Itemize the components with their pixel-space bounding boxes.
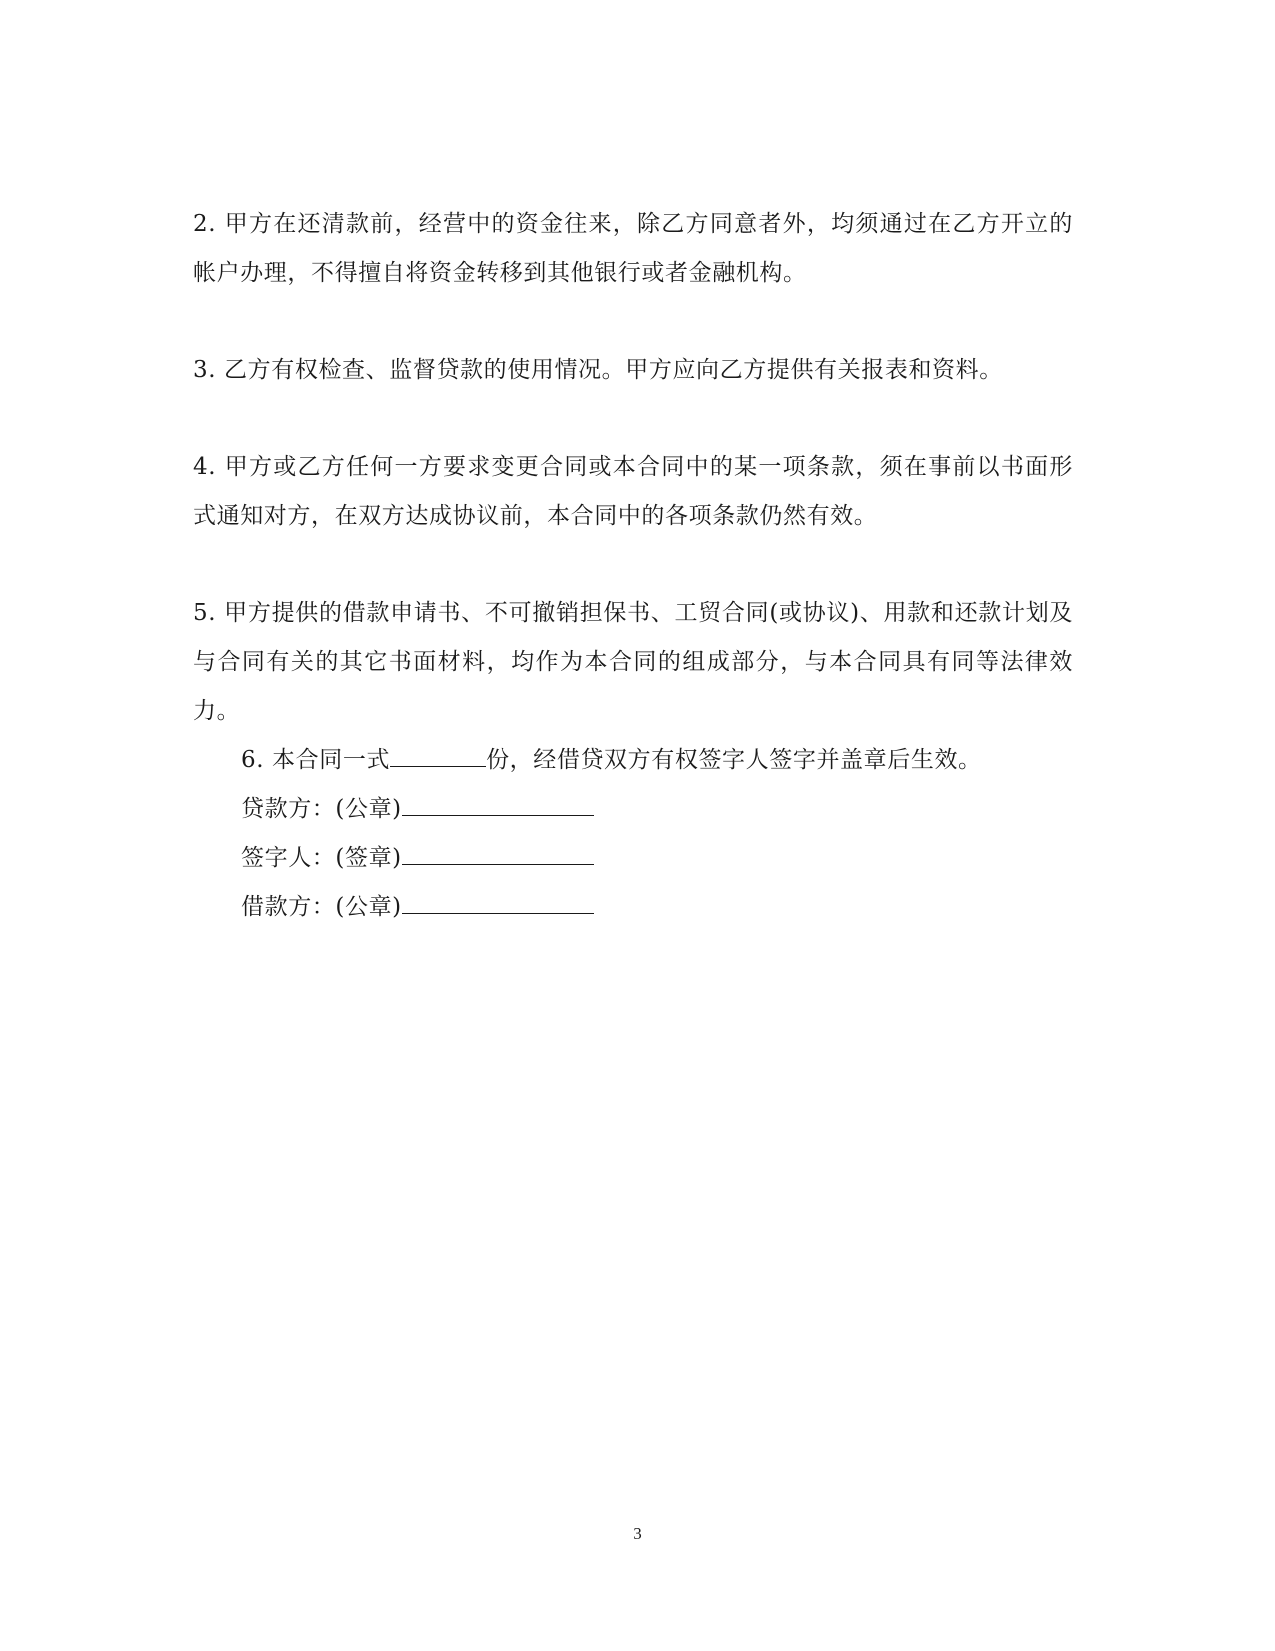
lender-blank: [402, 795, 594, 816]
copies-blank: [390, 746, 486, 767]
borrower-signature-line: [193, 883, 1073, 932]
clause-2: 2. 甲方在还清款前，经营中的资金往来，除乙方同意者外，均须通过在乙方开立的帐户办理，不得擅自将资金转移到其他银行或者金融机构。: [193, 211, 1073, 286]
lender-signature-line: [193, 785, 1073, 834]
clause-5: 5. 甲方提供的借款申请书、不可撤销担保书、工贸合同(或协议)、用款和还款计划及与合同有关的其它书面材料，均作为本合同的组成部分，与本合同具有同等法律效力。: [193, 600, 1073, 724]
clause-3: 3. 乙方有权检查、监督贷款的使用情况。甲方应向乙方提供有关报表和资料。: [193, 357, 1003, 383]
clause-4: 4. 甲方或乙方任何一方要求变更合同或本合同中的某一项条款，须在事前以书面形式通知对方，在双方达成协议前，本合同中的各项条款仍然有效。: [193, 454, 1073, 529]
signer-label: 签字人：(签章): [241, 845, 402, 871]
signer-blank: [402, 844, 594, 865]
page-number: 3: [633, 1524, 642, 1543]
contract-body: [193, 200, 1073, 932]
clause-6: [193, 736, 1073, 785]
clause-6-suffix: 份，经借贷双方有权签字人签字并盖章后生效。: [486, 747, 982, 773]
lender-label: 贷款方：(公章): [241, 796, 402, 822]
signer-signature-line: [193, 834, 1073, 883]
borrower-blank: [402, 893, 594, 914]
borrower-label: 借款方：(公章): [241, 894, 402, 920]
clause-6-prefix: 6. 本合同一式: [241, 747, 391, 773]
